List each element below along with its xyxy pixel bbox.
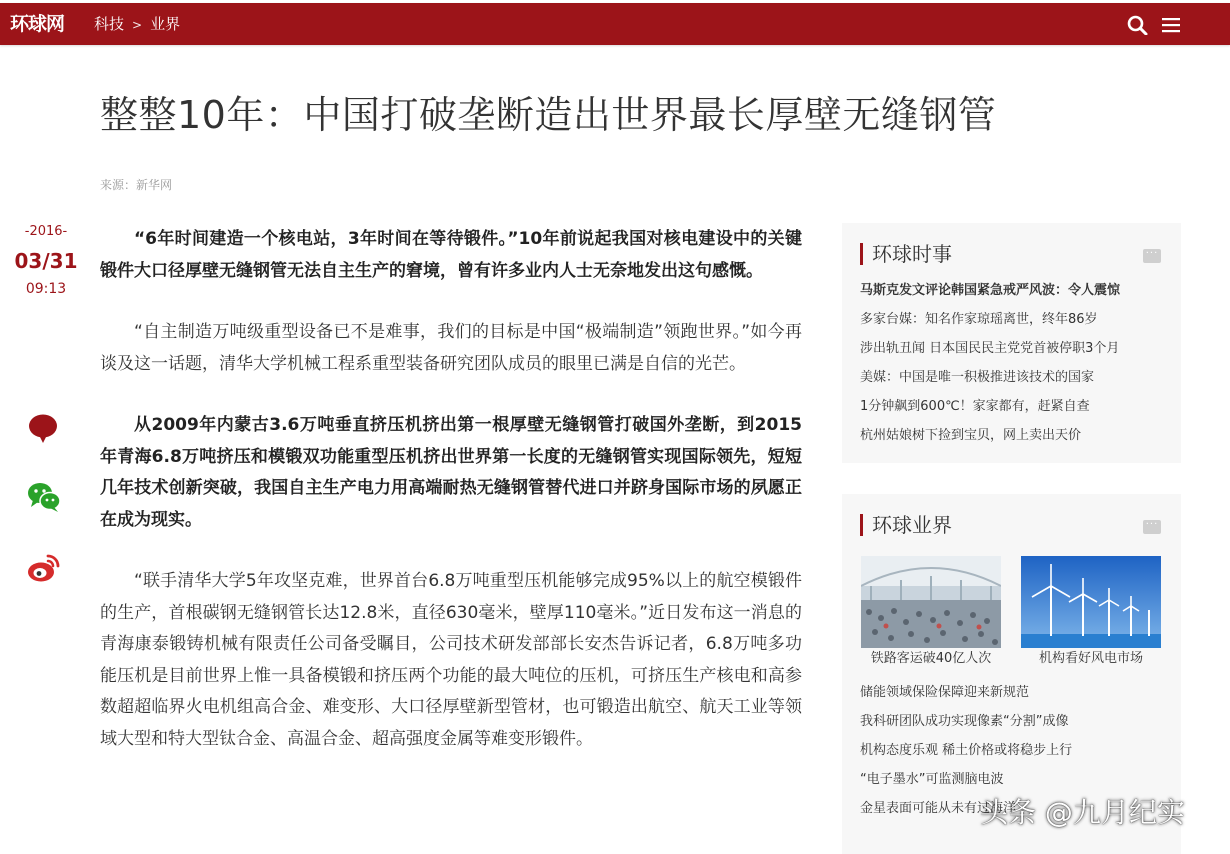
paragraph: “联手清华大学5年攻坚克难，世界首台6.8万吨重型压机能够完成95%以上的航空模锻件的生产，首根碳钢无缝钢管长达12.8米，直径630毫米，壁厚110毫米。”近日发布这一消息的青海康泰锻铸机械有限责任公司备受瞩目，公司技术研发部部长安杰告诉记者，6.8万吨多功能压机是目前世界上惟一具备模锻和挤压两个功能的最大吨位的压机，可挤压生产核电和高参数超超临界火电机组高合金、难变形、大口径厚壁新型管材，也可锻造出航空、航天工业等领域大型和特大型钛合金、高温合金、超高强度金属等难变形锻件。 [100, 571, 802, 749]
heading-accent-bar [860, 514, 863, 536]
breadcrumb-separator: > [132, 18, 143, 32]
date-time: 09:13 [25, 281, 67, 297]
railway-station-thumbnail[interactable] [861, 556, 1001, 648]
site-logo[interactable]: 环球网 [10, 13, 65, 35]
news-link[interactable]: 杭州姑娘树下捡到宝贝，网上卖出天价 [860, 428, 1082, 443]
date-month-day: 03/31 [14, 249, 78, 273]
more-icon[interactable]: ··· [1143, 249, 1161, 263]
article-source: 来源：新华网 [100, 178, 173, 192]
news-link[interactable]: 美媒：中国是唯一积极推进该技术的国家 [860, 370, 1095, 385]
top-navbar [0, 3, 1230, 45]
weibo-icon[interactable] [26, 550, 62, 584]
thumbnail-caption[interactable]: 机构看好风电市场 [1038, 651, 1143, 666]
breadcrumb-item-tech[interactable]: 科技 [94, 15, 125, 33]
sidebar-news-box [842, 223, 1181, 463]
news-link[interactable]: 马斯克发文评论韩国紧急戒严风波：令人震惊 [860, 283, 1121, 298]
wind-turbine-thumbnail[interactable] [1021, 556, 1161, 648]
breadcrumb [94, 15, 180, 34]
box-title: 环球业界 [872, 513, 952, 537]
news-link[interactable]: 机构态度乐观 稀土价格或将稳步上行 [860, 743, 1073, 758]
news-link[interactable]: 多家台媒：知名作家琼瑶离世，终年86岁 [860, 312, 1098, 327]
article-body [100, 224, 802, 785]
comment-icon[interactable] [26, 411, 62, 445]
news-link[interactable]: 我科研团队成功实现像素“分割”成像 [860, 714, 1069, 729]
box-title: 环球时事 [872, 242, 952, 266]
news-link[interactable]: 储能领域保险保障迎来新规范 [860, 685, 1030, 700]
thumbnail-caption[interactable]: 铁路客运破40亿人次 [870, 651, 992, 666]
article-title: 整整10年：中国打破垄断造出世界最长厚壁无缝钢管 [100, 93, 997, 137]
news-list [860, 276, 1165, 450]
date-year: -2016- [24, 224, 68, 239]
news-link[interactable]: 涉出轨丑闻 日本国民民主党党首被停职3个月 [860, 341, 1120, 356]
paragraph: “自主制造万吨级重型设备已不是难事，我们的目标是中国“极端制造”领跑世界。”如今再谈及这一话题，清华大学机械工程系重型装备研究团队成员的眼里已满是自信的光芒。 [100, 322, 802, 374]
news-link[interactable]: “电子墨水”可监测脑电波 [860, 772, 1004, 787]
paragraph: “6年时间建造一个核电站，3年时间在等待锻件。”10年前说起我国对核电建设中的关键锻件大口径厚壁无缝钢管无法自主生产的窘境，曾有许多业内人士无奈地发出这句感慨。 [100, 229, 802, 281]
heading-accent-bar [860, 243, 863, 265]
news-link[interactable]: 金星表面可能从未有过海洋 [860, 801, 1017, 816]
menu-icon[interactable] [1161, 15, 1183, 35]
more-icon[interactable]: ··· [1143, 520, 1161, 534]
breadcrumb-item-industry[interactable]: 业界 [150, 15, 181, 33]
publish-date [0, 222, 92, 298]
search-icon[interactable] [1127, 15, 1149, 35]
paragraph: 从2009年内蒙古3.6万吨垂直挤压机挤出第一根厚壁无缝钢管打破国外垄断，到2015年青海6.8万吨挤压和模锻双功能重型压机挤出世界第一长度的无缝钢管实现国际领先，短短几年技术创新突破，我国自主生产电力用高端耐热无缝钢管替代进口并跻身国际市场的夙愿正在成为现实。 [100, 415, 802, 530]
watermark-overlay: 头条 @九月纪实 [980, 796, 1185, 829]
wechat-icon[interactable] [26, 480, 62, 514]
news-link[interactable]: 1分钟飙到600℃！家家都有，赶紧自查 [860, 399, 1090, 414]
